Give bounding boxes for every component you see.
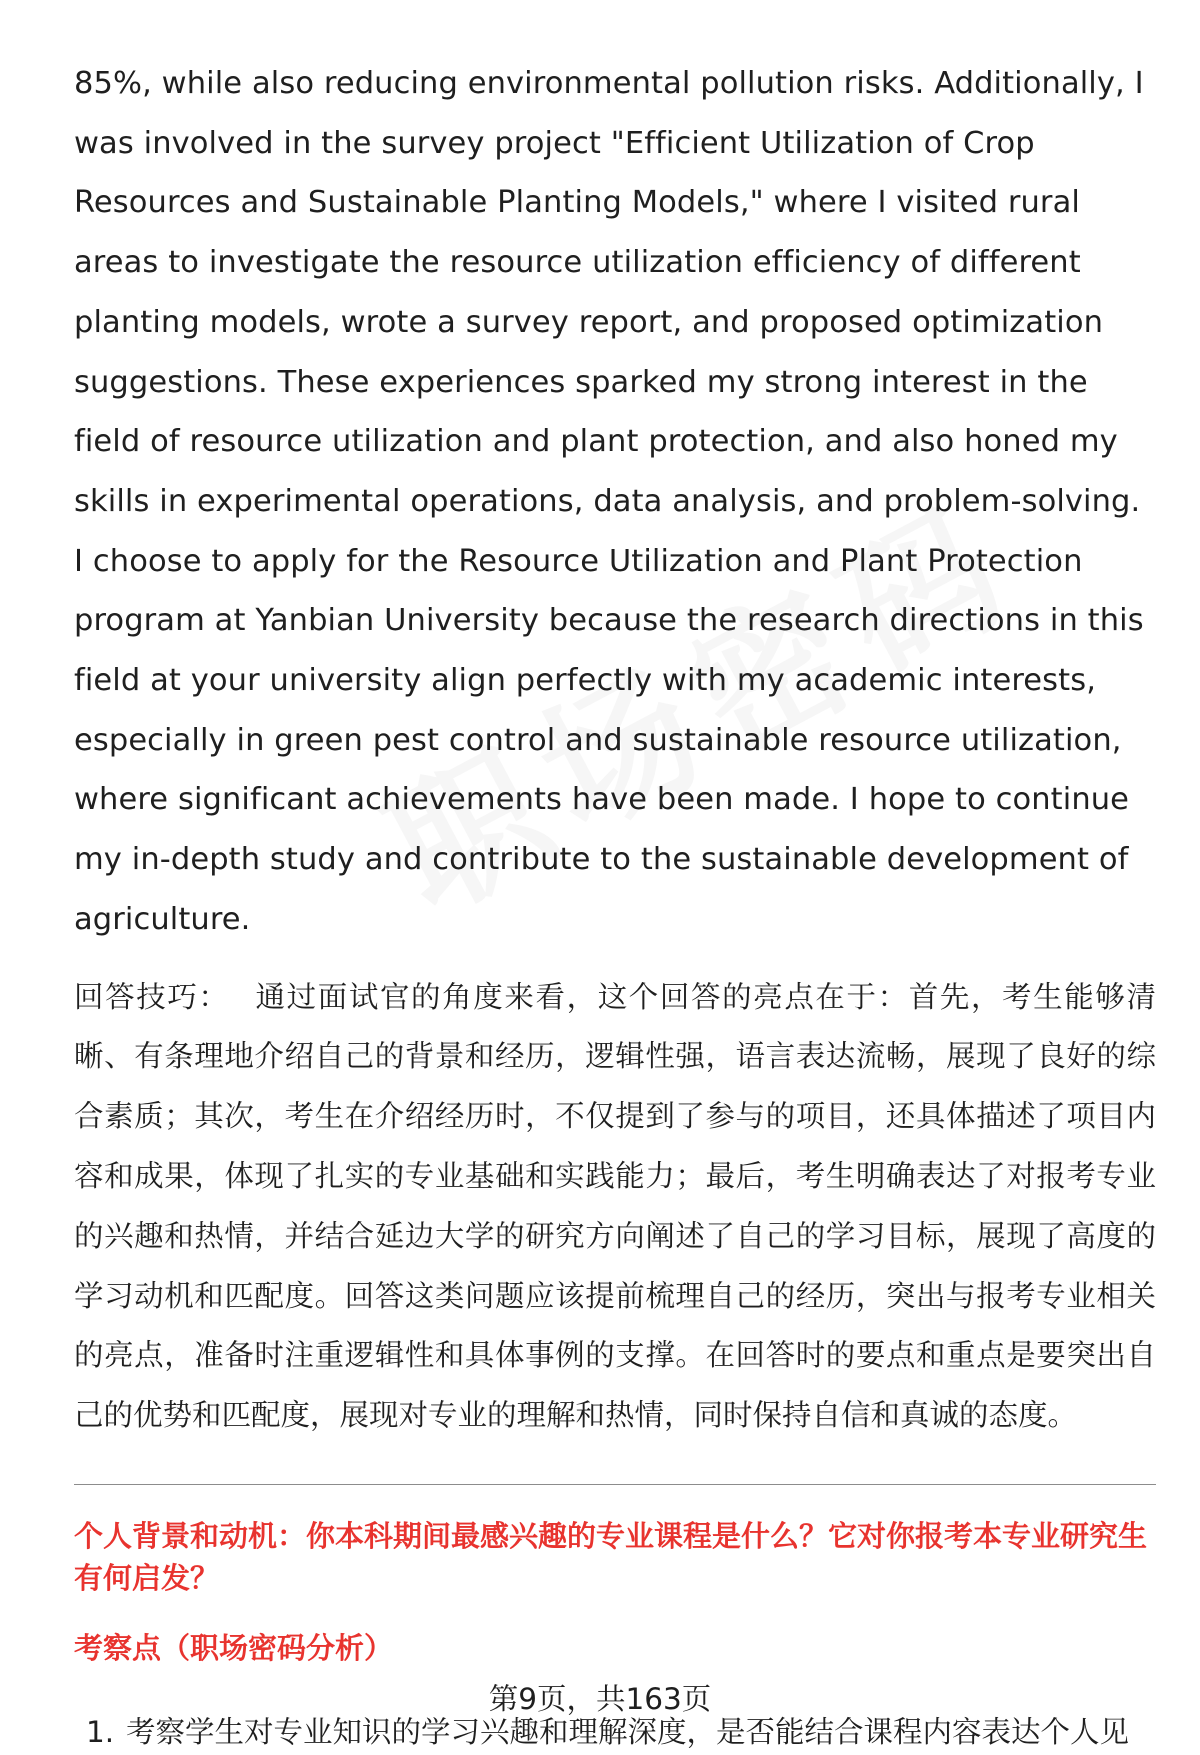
list-item-text: 考察学生对专业知识的学习兴趣和理解深度，是否能结合课程内容表达个人见 bbox=[126, 1714, 1130, 1749]
examination-points-heading: 考察点（职场密码分析） bbox=[74, 1630, 394, 1665]
tip-label: 回答技巧： bbox=[74, 979, 230, 1014]
answer-tip-paragraph bbox=[74, 968, 1156, 1446]
list-item-number: 1. bbox=[86, 1714, 115, 1749]
page-content bbox=[74, 54, 1156, 1753]
question-heading: 个人背景和动机：你本科期间最感兴趣的专业课程是什么？它对你报考本专业研究生有何启发？ bbox=[74, 1518, 1148, 1595]
page-number-footer: 第9页，共163页 bbox=[488, 1682, 712, 1716]
answer-paragraph: 85%, while also reducing environmental pollution risks. Additionally, I was involved in the survey project "Efficient Utilization of Crop Resources and Sustainable Planting Models," where I visited rural areas to investigate the resource utilization efficiency of different planting models, wrote a survey report, and proposed optimization suggestions. These experiences sparked my strong interest in the field of resource utilization and plant protection, and also honed my skills in experimental operations, data analysis, and problem-solving. I choose to apply for the Resource Utilization and Plant Protection program at Yanbian University because the research directions in this field at your university align perfectly with my academic interests, especially in green pest control and sustainable resource utilization, where significant achievements have been made. I hope to continue my in-depth study and contribute to the sustainable development of agriculture. bbox=[74, 66, 1144, 937]
tip-text: 通过面试官的角度来看，这个回答的亮点在于：首先，考生能够清晰、有条理地介绍自己的背景和经历，逻辑性强，语言表达流畅，展现了良好的综合素质；其次，考生在介绍经历时，不仅提到了参与的项目，还具体描述了项目内容和成果，体现了扎实的专业基础和实践能力；最后，考生明确表达了对报考专业的兴趣和热情，并结合延边大学的研究方向阐述了自己的学习目标，展现了高度的学习动机和匹配度。回答这类问题应该提前梳理自己的经历，突出与报考专业相关的亮点，准备时注重逻辑性和具体事例的支撑。在回答时的要点和重点是要突出自己的优势和匹配度，展现对专业的理解和热情，同时保持自信和真诚的态度。 bbox=[74, 979, 1156, 1433]
section-divider bbox=[74, 1484, 1156, 1485]
